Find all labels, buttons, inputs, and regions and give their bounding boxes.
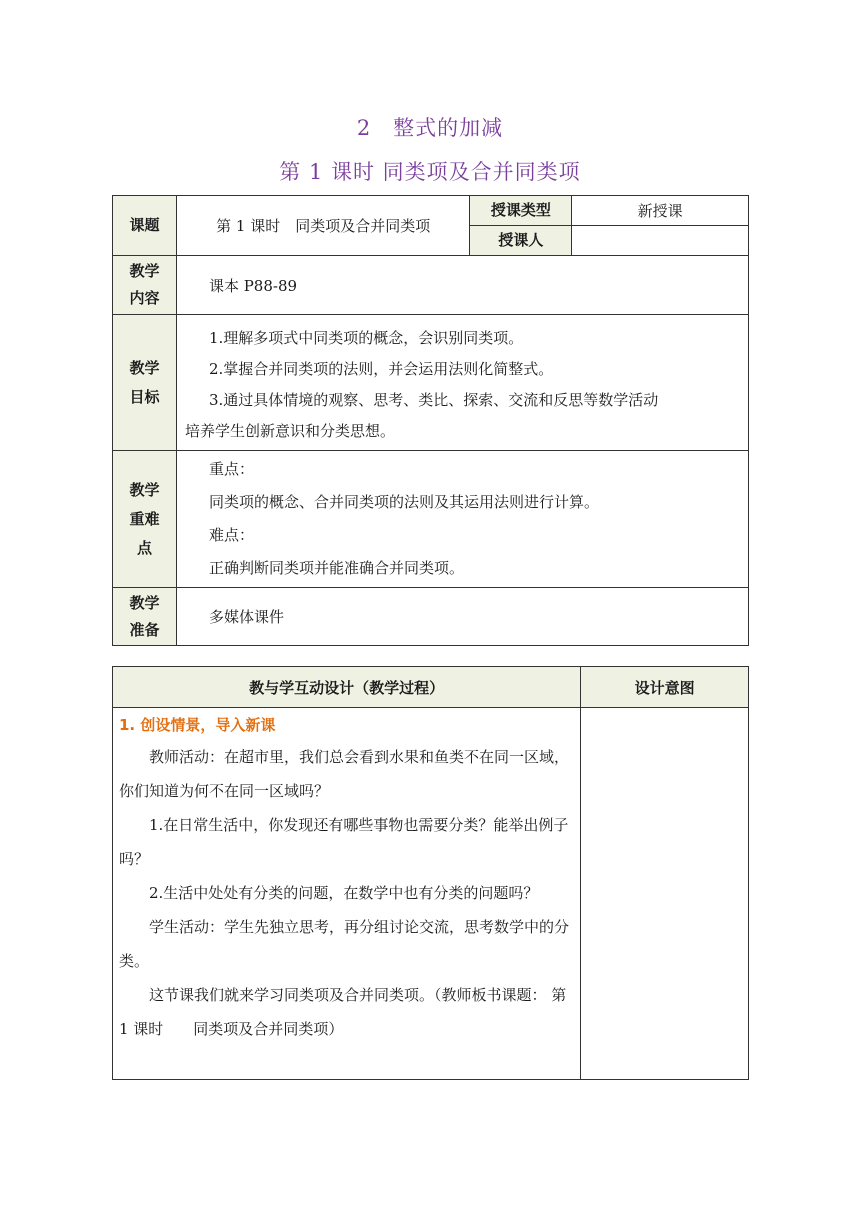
lesson-type-value: 新授课 — [572, 196, 749, 226]
process-paragraph: 学生活动：学生先独立思考，再分组讨论交流，思考数学中的分类。 — [119, 918, 570, 970]
keypoint-4: 正确判断同类项并能准确合并同类项。 — [208, 559, 464, 577]
goal-3: 3.通过具体情境的观察、思考、类比、探索、交流和反思等数学活动 — [208, 390, 659, 409]
teaching-process-table — [112, 666, 749, 1080]
goal-1: 1.理解多项式中同类项的概念，会识别同类项。 — [208, 328, 524, 347]
teacher-value — [572, 226, 749, 256]
keypoint-3: 难点： — [208, 526, 254, 544]
topic-label: 课题 — [113, 196, 177, 256]
prep-label-text: 教学准备 — [129, 593, 160, 639]
lesson-title: 第 1 课时 同类项及合并同类项 — [279, 160, 581, 184]
goals-cell — [176, 315, 748, 451]
process-header: 教与学互动设计（教学过程） — [113, 667, 581, 708]
keypoint-2: 同类项的概念、合并同类项的法则及其运用法则进行计算。 — [208, 493, 599, 511]
goals-label — [113, 315, 177, 451]
process-cell — [113, 708, 581, 1080]
chapter-title: 2 整式的加减 — [356, 116, 504, 140]
topic-value: 第 1 课时 同类项及合并同类项 — [176, 196, 470, 256]
process-paragraph: 2.生活中处处有分类的问题，在数学中也有分类的问题吗？ — [149, 884, 539, 902]
prep-label — [113, 588, 177, 646]
content-label — [113, 256, 177, 315]
lesson-info-table — [112, 195, 749, 646]
goals-label-text: 教学目标 — [129, 358, 160, 406]
prep-value: 多媒体课件 — [176, 588, 748, 646]
goal-3-cont: 培养学生创新意识和分类思想。 — [184, 421, 395, 440]
keypoints-cell — [176, 451, 748, 588]
keypoints-label — [113, 451, 177, 588]
process-paragraph: 教师活动：在超市里，我们总会看到水果和鱼类不在同一区域，你们知道为何不在同一区域吗？ — [119, 748, 570, 800]
intent-cell — [581, 708, 749, 1080]
process-paragraph: 1.在日常生活中，你发现还有哪些事物也需要分类？能举出例子吗？ — [119, 816, 569, 868]
teacher-label: 授课人 — [470, 226, 572, 256]
keypoint-1: 重点： — [208, 460, 254, 478]
goal-2: 2.掌握合并同类项的法则，并会运用法则化简整式。 — [208, 359, 554, 378]
lesson-type-label: 授课类型 — [470, 196, 572, 226]
intent-header: 设计意图 — [581, 667, 749, 708]
process-paragraph: 这节课我们就来学习同类项及合并同类项。（教师板书课题： 第 1 课时 同类项及合并同类项） — [119, 986, 567, 1038]
keypoints-label-text: 教学重难点 — [129, 480, 160, 557]
section-heading: 1. 创设情景，导入新课 — [119, 716, 276, 734]
content-label-text: 教学内容 — [129, 262, 160, 307]
content-value: 课本 P88-89 — [176, 256, 748, 315]
